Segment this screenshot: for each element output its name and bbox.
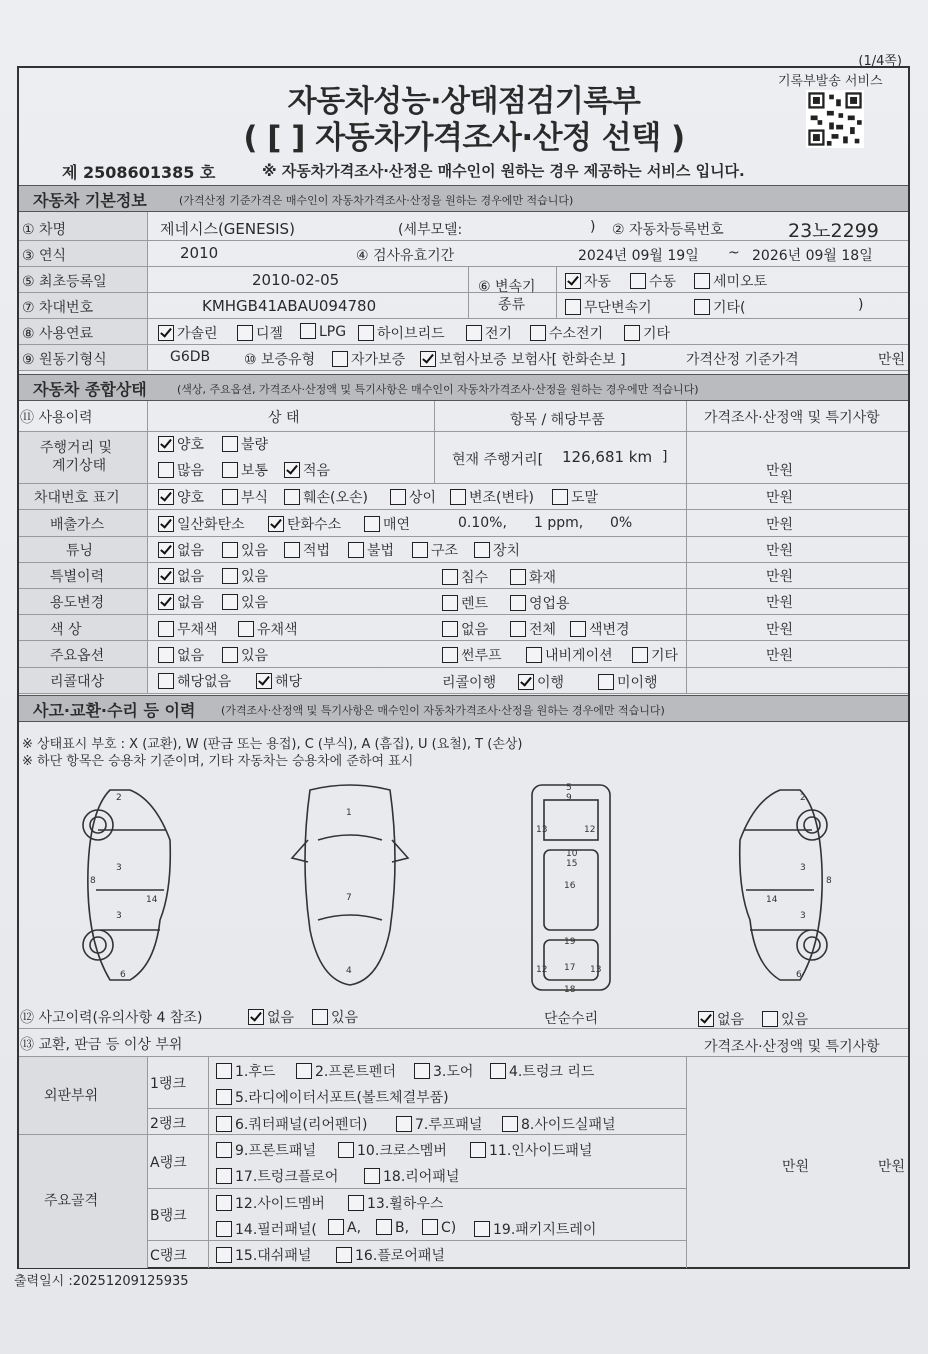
fuel-diesel[interactable]: 디젤	[237, 323, 283, 343]
checkbox[interactable]	[216, 1195, 232, 1211]
section-title: 자동차 종합상태	[33, 380, 147, 399]
special-exists[interactable]: 있음	[222, 566, 268, 586]
engine-value: G6DB	[170, 349, 211, 365]
vin-mark-good[interactable]: 양호	[158, 487, 204, 507]
emission-co-value: 0.10%,	[458, 515, 507, 531]
section-basic-info-header	[19, 185, 908, 212]
part-cross-member[interactable]: 10.크로스멤버	[338, 1140, 447, 1160]
service-label: 기록부발송 서비스	[778, 74, 883, 89]
tuning-label: 튜닝	[66, 543, 94, 559]
svg-text:12: 12	[584, 825, 596, 835]
checkbox[interactable]	[570, 621, 586, 637]
use-change-business[interactable]: 영업용	[510, 593, 570, 613]
part-inside-panel[interactable]: 11.인사이드패널	[470, 1140, 592, 1160]
part-trunk-lid[interactable]: 4.트렁크 리드	[490, 1061, 594, 1081]
part-radiator-support[interactable]: 5.라디에이터서포트(볼트체결부품)	[216, 1087, 449, 1107]
checkbox[interactable]	[466, 325, 482, 341]
mileage-few[interactable]: 적음	[284, 460, 330, 480]
color-achromatic[interactable]: 무채색	[158, 619, 218, 639]
fuel-label: ⑧ 사용연료	[22, 326, 94, 342]
fuel-hydrogen[interactable]: 수소전기	[530, 323, 603, 343]
mileage-normal[interactable]: 보통	[222, 460, 268, 480]
printed-at: 출력일시 :20251209125935	[14, 1274, 189, 1289]
document-number: 제 2508601385 호	[62, 163, 216, 182]
checkbox[interactable]	[762, 1011, 778, 1027]
section-subtitle: (가격산정 기준가격은 매수인이 자동차가격조사·산정을 원하는 경우에만 적습니다)	[179, 194, 574, 207]
car-damage-diagram	[60, 770, 860, 998]
part-pillar-b[interactable]: B,	[376, 1219, 409, 1236]
rankB-label: B랭크	[150, 1208, 187, 1224]
part-roof-panel[interactable]: 7.루프패널	[396, 1114, 482, 1134]
checkbox[interactable]	[442, 621, 458, 637]
emission-label: 배출가스	[50, 517, 105, 533]
use-change-exists[interactable]: 있음	[222, 592, 268, 612]
checkbox[interactable]	[630, 273, 646, 289]
exchange-price-header: 가격조사·산정액 및 특기사항	[704, 1039, 880, 1055]
exchange-price-unit-2: 만원	[878, 1159, 906, 1175]
recall-not-performed[interactable]: 미이행	[598, 672, 658, 692]
vin-mark-damaged[interactable]: 훼손(오손)	[284, 487, 368, 507]
simple-repair-none[interactable]: 없음	[698, 1009, 744, 1029]
checkbox[interactable]	[216, 1168, 232, 1184]
svg-text:5: 5	[566, 783, 572, 793]
tuning-none[interactable]: 없음	[158, 540, 204, 560]
checkbox-checked[interactable]	[158, 436, 174, 452]
checkbox-checked[interactable]	[158, 542, 174, 558]
svg-text:6: 6	[120, 970, 126, 980]
part-pillar-c[interactable]: C)	[422, 1219, 456, 1236]
mileage-price-unit: 만원	[766, 463, 794, 479]
checkbox[interactable]	[222, 594, 238, 610]
checkbox[interactable]	[510, 595, 526, 611]
options-sunroof[interactable]: 썬루프	[442, 645, 502, 665]
checkbox[interactable]	[412, 542, 428, 558]
year-value: 2010	[180, 244, 219, 262]
checkbox[interactable]	[222, 647, 238, 663]
checkbox-checked[interactable]	[158, 568, 174, 584]
options-exists[interactable]: 있음	[222, 645, 268, 665]
options-other[interactable]: 기타	[632, 645, 678, 665]
trans-manual[interactable]: 수동	[630, 271, 676, 291]
rank1-label: 1랭크	[150, 1076, 186, 1092]
section-accident-history-header	[19, 695, 908, 722]
special-fire[interactable]: 화재	[510, 567, 556, 587]
reg-no-value: 23노2299	[788, 220, 879, 242]
checkbox[interactable]	[694, 273, 710, 289]
checkbox-checked[interactable]	[420, 351, 436, 367]
svg-text:3: 3	[800, 911, 806, 921]
section-title: 자동차 기본정보	[33, 191, 147, 210]
checkbox[interactable]	[364, 1168, 380, 1184]
checkbox[interactable]	[422, 1219, 438, 1235]
car-left-side-icon	[83, 790, 170, 980]
tuning-price-unit: 만원	[766, 543, 794, 559]
options-label: 주요옵션	[50, 648, 105, 664]
trans-label-2: 종류	[498, 297, 526, 313]
special-none[interactable]: 없음	[158, 566, 204, 586]
vin-mark-corroded[interactable]: 부식	[222, 487, 268, 507]
checkbox[interactable]	[624, 325, 640, 341]
checkbox-checked[interactable]	[158, 325, 174, 341]
use-change-rent[interactable]: 렌트	[442, 593, 488, 613]
svg-text:18: 18	[564, 985, 576, 995]
emission-smoke-value: 0%	[610, 515, 633, 531]
recall-performed[interactable]: 이행	[518, 672, 564, 692]
checkbox[interactable]	[222, 462, 238, 478]
section-title: 사고·교환·수리 등 이력	[33, 701, 196, 720]
checkbox[interactable]	[158, 462, 174, 478]
checkbox[interactable]	[284, 489, 300, 505]
checkbox[interactable]	[450, 489, 466, 505]
part-wheel-house[interactable]: 13.휠하우스	[348, 1193, 443, 1213]
checkbox[interactable]	[328, 1219, 344, 1235]
inspection-to: 2026년 09월 18일	[752, 248, 873, 264]
inspection-from: 2024년 09월 19일	[578, 248, 699, 264]
current-mileage-value: 126,681 km	[562, 448, 653, 466]
checkbox[interactable]	[474, 1221, 490, 1237]
checkbox[interactable]	[216, 1247, 232, 1263]
color-label: 색 상	[50, 622, 82, 638]
emission-hc[interactable]: 탄화수소	[268, 514, 341, 534]
svg-text:2: 2	[116, 793, 122, 803]
checkbox-checked[interactable]	[158, 594, 174, 610]
current-mileage-close: ]	[662, 449, 668, 465]
part-pillar-panel[interactable]: 14.필러패널(	[216, 1219, 317, 1239]
recall-not-applicable[interactable]: 해당없음	[158, 671, 231, 691]
checkbox[interactable]	[296, 1063, 312, 1079]
recall-label: 리콜대상	[50, 674, 105, 690]
part-front-fender[interactable]: 2.프론트펜더	[296, 1061, 396, 1081]
tuning-structure[interactable]: 구조	[412, 540, 458, 560]
part-side-sill-panel[interactable]: 8.사이드실패널	[502, 1114, 616, 1134]
color-chromatic[interactable]: 유채색	[238, 619, 298, 639]
section-subtitle: (가격조사·산정액 및 특기사항은 매수인이 자동차가격조사·산정을 원하는 경우에만 적습니다)	[221, 704, 665, 717]
mileage-label-1: 주행거리 및	[40, 440, 113, 456]
svg-text:13: 13	[536, 825, 548, 835]
checkbox[interactable]	[332, 351, 348, 367]
svg-text:4: 4	[346, 966, 352, 976]
part-quarter-panel[interactable]: 6.쿼터패널(리어펜더)	[216, 1114, 367, 1134]
mileage-label-2: 계기상태	[52, 458, 107, 474]
recall-applicable[interactable]: 해당	[256, 671, 302, 691]
checkbox[interactable]	[502, 1116, 518, 1132]
checkbox-checked[interactable]	[565, 273, 581, 289]
part-floor-panel[interactable]: 16.플로어패널	[336, 1245, 445, 1265]
col-item-header: 항목 / 해당부품	[510, 412, 605, 428]
fuel-lpg[interactable]: LPG	[300, 323, 346, 340]
rank2-label: 2랭크	[150, 1116, 186, 1132]
checkbox[interactable]	[216, 1221, 232, 1237]
checkbox[interactable]	[530, 325, 546, 341]
checkbox[interactable]	[474, 542, 490, 558]
emission-price-unit: 만원	[766, 517, 794, 533]
warranty-label: ⑩ 보증유형	[244, 352, 316, 368]
fuel-other[interactable]: 기타	[624, 323, 670, 343]
checkbox[interactable]	[470, 1142, 486, 1158]
svg-text:3: 3	[800, 863, 806, 873]
emission-co[interactable]: 일산화탄소	[158, 514, 245, 534]
page-indicator: (1/4쪽)	[858, 54, 902, 69]
car-frame-view-icon	[532, 783, 610, 995]
checkbox[interactable]	[694, 299, 710, 315]
checkbox[interactable]	[414, 1063, 430, 1079]
car-name-label: ① 차명	[22, 222, 67, 238]
checkbox[interactable]	[216, 1142, 232, 1158]
part-door[interactable]: 3.도어	[414, 1061, 473, 1081]
warranty-insurance[interactable]: 보험사보증 보험사[ 한화손보 ]	[420, 349, 626, 369]
checkbox[interactable]	[222, 489, 238, 505]
base-price-label: 가격산정 기준가격	[686, 352, 799, 368]
base-price-unit: 만원	[878, 352, 906, 368]
legend-line-2: ※ 하단 항목은 승용차 기준이며, 기타 자동차는 승용차에 준하여 표시	[22, 754, 414, 769]
vin-mark-altered[interactable]: 변조(변타)	[450, 487, 534, 507]
svg-text:2: 2	[800, 793, 806, 803]
fuel-hybrid[interactable]: 하이브리드	[358, 323, 445, 343]
vin-mark-differ[interactable]: 상이	[390, 487, 436, 507]
svg-text:10: 10	[566, 849, 578, 859]
part-rear-panel[interactable]: 18.리어패널	[364, 1166, 459, 1186]
vin-label: ⑦ 차대번호	[22, 300, 94, 316]
section-overall-status-header	[19, 374, 908, 401]
color-price-unit: 만원	[766, 622, 794, 638]
emission-hc-value: 1 ppm,	[534, 515, 584, 531]
part-dash-panel[interactable]: 15.대쉬패널	[216, 1245, 311, 1265]
special-flood[interactable]: 침수	[442, 567, 488, 587]
checkbox-checked[interactable]	[158, 516, 174, 532]
checkbox[interactable]	[565, 299, 581, 315]
svg-text:6: 6	[796, 970, 802, 980]
checkbox[interactable]	[216, 1063, 232, 1079]
page-subtitle: ( [ ] 자동차가격조사·산정 선택 )	[243, 120, 685, 156]
col-usage-header: ⑪ 사용이력	[20, 410, 93, 426]
trans-other-close: )	[858, 297, 864, 313]
main-frame-label: 주요골격	[44, 1193, 99, 1209]
svg-text:8: 8	[90, 876, 96, 886]
gauge-good[interactable]: 양호	[158, 434, 204, 454]
reg-no-label: ② 자동차등록번호	[612, 222, 724, 238]
checkbox[interactable]	[238, 621, 254, 637]
options-price-unit: 만원	[766, 648, 794, 664]
part-hood[interactable]: 1.후드	[216, 1061, 275, 1081]
car-top-view-icon	[292, 785, 408, 985]
mileage-many[interactable]: 많음	[158, 460, 204, 480]
use-change-none[interactable]: 없음	[158, 592, 204, 612]
checkbox[interactable]	[338, 1142, 354, 1158]
part-front-panel[interactable]: 9.프론트패널	[216, 1140, 316, 1160]
checkbox[interactable]	[222, 542, 238, 558]
col-state-header: 상 태	[268, 410, 300, 426]
checkbox[interactable]	[358, 325, 374, 341]
first-reg-label: ⑤ 최초등록일	[22, 274, 107, 290]
vin-mark-label: 차대번호 표기	[34, 490, 120, 506]
trans-other[interactable]: 기타(	[694, 297, 746, 317]
checkbox-checked[interactable]	[248, 1009, 264, 1025]
svg-text:1: 1	[346, 808, 352, 818]
exchange-label: ⑬ 교환, 판금 등 이상 부위	[20, 1037, 183, 1053]
checkbox[interactable]	[158, 647, 174, 663]
color-none[interactable]: 없음	[442, 619, 488, 639]
checkbox-checked[interactable]	[698, 1011, 714, 1027]
first-reg-value: 2010-02-05	[252, 271, 340, 289]
vin-mark-stolen[interactable]: 도말	[552, 487, 598, 507]
checkbox[interactable]	[442, 569, 458, 585]
fuel-electric[interactable]: 전기	[466, 323, 512, 343]
car-name-value: 제네시스(GENESIS)	[160, 220, 295, 238]
checkbox-checked[interactable]	[158, 489, 174, 505]
detail-model-close: )	[590, 219, 596, 235]
col-price-header: 가격조사·산정액 및 특기사항	[704, 410, 880, 426]
inspection-label: ④ 검사유효기간	[356, 248, 455, 264]
checkbox[interactable]	[510, 569, 526, 585]
trans-auto[interactable]: 자동	[565, 271, 611, 291]
checkbox[interactable]	[300, 323, 316, 339]
checkbox[interactable]	[222, 436, 238, 452]
tuning-illegal[interactable]: 불법	[348, 540, 394, 560]
checkbox[interactable]	[158, 621, 174, 637]
part-side-member[interactable]: 12.사이드멤버	[216, 1193, 325, 1213]
current-mileage-label: 현재 주행거리[	[452, 452, 544, 468]
rankA-label: A랭크	[150, 1155, 187, 1171]
svg-text:14: 14	[146, 895, 158, 905]
checkbox-checked[interactable]	[284, 462, 300, 478]
exchange-price-unit-1: 만원	[782, 1159, 810, 1175]
checkbox[interactable]	[552, 489, 568, 505]
checkbox-checked[interactable]	[518, 674, 534, 690]
fuel-gasoline[interactable]: 가솔린	[158, 323, 218, 343]
color-all[interactable]: 전체	[510, 619, 556, 639]
tuning-legal[interactable]: 적법	[284, 540, 330, 560]
checkbox[interactable]	[216, 1089, 232, 1105]
svg-text:15: 15	[566, 859, 578, 869]
svg-text:9: 9	[566, 793, 572, 803]
checkbox[interactable]	[348, 1195, 364, 1211]
special-price-unit: 만원	[766, 569, 794, 585]
engine-label: ⑨ 원동기형식	[22, 352, 107, 368]
svg-text:3: 3	[116, 863, 122, 873]
gauge-bad[interactable]: 불량	[222, 434, 268, 454]
checkbox[interactable]	[364, 516, 380, 532]
svg-text:13: 13	[590, 965, 602, 975]
checkbox[interactable]	[158, 673, 174, 689]
options-none[interactable]: 없음	[158, 645, 204, 665]
checkbox[interactable]	[442, 647, 458, 663]
outer-panel-label: 외판부위	[44, 1088, 99, 1104]
legend-line-1: ※ 상태표시 부호 : X (교환), W (판금 또는 용접), C (부식), A (흠집), U (요철), T (손상)	[22, 737, 523, 752]
svg-text:7: 7	[346, 893, 352, 903]
tuning-exists[interactable]: 있음	[222, 540, 268, 560]
checkbox[interactable]	[632, 647, 648, 663]
checkbox[interactable]	[284, 542, 300, 558]
use-change-price-unit: 만원	[766, 595, 794, 611]
checkbox[interactable]	[216, 1116, 232, 1132]
part-pillar-a[interactable]: A,	[328, 1219, 361, 1236]
accident-none[interactable]: 없음	[248, 1007, 294, 1027]
checkbox[interactable]	[510, 621, 526, 637]
checkbox[interactable]	[222, 568, 238, 584]
checkbox[interactable]	[336, 1247, 352, 1263]
svg-text:19: 19	[564, 937, 576, 947]
vin-mark-price-unit: 만원	[766, 490, 794, 506]
car-right-side-icon	[740, 790, 832, 980]
page-title: 자동차성능·상태점검기록부	[287, 84, 641, 119]
emission-smoke[interactable]: 매연	[364, 514, 410, 534]
year-label: ③ 연식	[22, 248, 67, 264]
checkbox[interactable]	[348, 542, 364, 558]
color-change[interactable]: 색변경	[570, 619, 630, 639]
checkbox[interactable]	[598, 674, 614, 690]
tuning-device[interactable]: 장치	[474, 540, 520, 560]
checkbox[interactable]	[390, 489, 406, 505]
special-history-label: 특별이력	[50, 569, 105, 585]
vin-value: KMHGB41ABAU094780	[202, 297, 377, 315]
accident-exists[interactable]: 있음	[312, 1007, 358, 1027]
svg-text:17: 17	[564, 963, 576, 973]
part-trunk-floor[interactable]: 17.트렁크플로어	[216, 1166, 338, 1186]
svg-text:12: 12	[536, 965, 548, 975]
options-navigation[interactable]: 내비게이션	[526, 645, 613, 665]
section-subtitle: (색상, 주요옵션, 가격조사·산정액 및 특기사항은 매수인이 자동차가격조사·산정을 원하는 경우에만 적습니다)	[177, 383, 699, 396]
svg-text:3: 3	[116, 911, 122, 921]
svg-text:16: 16	[564, 881, 576, 891]
accident-history-label: ⑫ 사고이력(유의사항 4 참조)	[20, 1010, 203, 1026]
recall-perform-label: 리콜이행	[442, 675, 497, 691]
trans-cvt[interactable]: 무단변속기	[565, 297, 652, 317]
warranty-self[interactable]: 자가보증	[332, 349, 405, 369]
checkbox[interactable]	[237, 325, 253, 341]
svg-text:14: 14	[766, 895, 778, 905]
checkbox[interactable]	[396, 1116, 412, 1132]
trans-semi[interactable]: 세미오토	[694, 271, 767, 291]
simple-repair-label: 단순수리	[544, 1011, 599, 1027]
checkbox[interactable]	[490, 1063, 506, 1079]
simple-repair-exists[interactable]: 있음	[762, 1009, 808, 1029]
rankC-label: C랭크	[150, 1248, 187, 1264]
svg-text:8: 8	[826, 876, 832, 886]
checkbox[interactable]	[312, 1009, 328, 1025]
trans-label-1: ⑥ 변속기	[478, 279, 536, 295]
service-note: ※ 자동차가격조사·산정은 매수인이 원하는 경우 제공하는 서비스 입니다.	[262, 162, 745, 180]
inspection-tilde: ~	[728, 245, 740, 261]
checkbox[interactable]	[526, 647, 542, 663]
checkbox-checked[interactable]	[256, 673, 272, 689]
part-package-tray[interactable]: 19.패키지트레이	[474, 1219, 596, 1239]
checkbox[interactable]	[442, 595, 458, 611]
checkbox[interactable]	[376, 1219, 392, 1235]
checkbox-checked[interactable]	[268, 516, 284, 532]
use-change-label: 용도변경	[50, 595, 105, 611]
detail-model-label: (세부모델:	[398, 222, 463, 238]
